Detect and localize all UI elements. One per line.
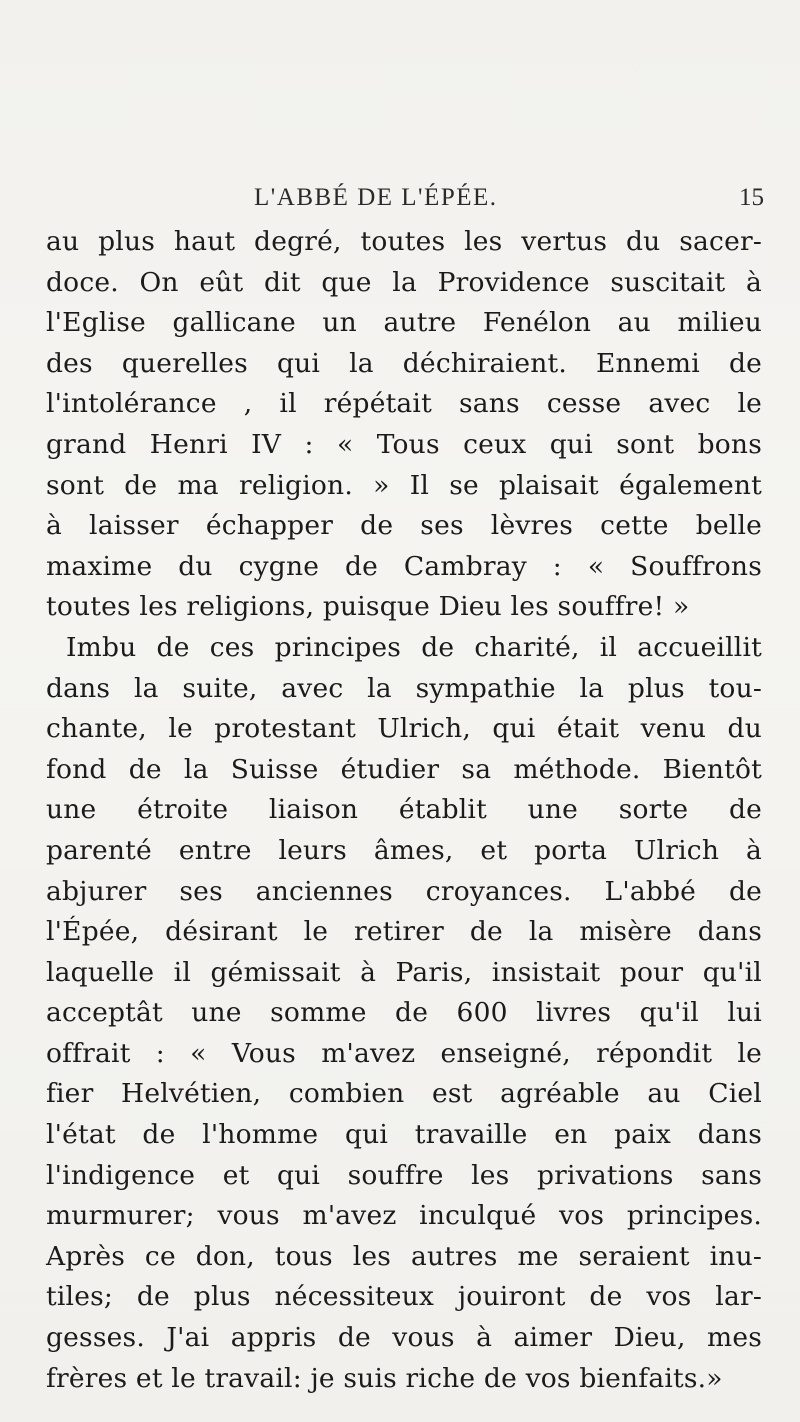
text-line: l'indigence et qui souffre les privations sans [46, 1159, 762, 1191]
text-line: chante, le protestant Ulrich, qui était venu du [46, 713, 762, 745]
running-head [0, 184, 800, 224]
text-line: maxime du cygne de Cambray : « Souffrons [46, 550, 762, 582]
text-line: fier Helvétien, combien est agréable au Ciel [46, 1078, 762, 1110]
text-line: sont de ma religion. » Il se plaisait également [46, 469, 762, 501]
text-line: fond de la Suisse étudier sa méthode. Bientôt [46, 753, 762, 785]
text-line: gesses. J'ai appris de vous à aimer Dieu, mes [46, 1322, 762, 1354]
text-line: grand Henri IV : « Tous ceux qui sont bons [46, 428, 762, 460]
text-line: à laisser échapper de ses lèvres cette belle [46, 510, 762, 542]
text-line: des querelles qui la déchiraient. Ennemi de [46, 347, 762, 379]
text-line: l'état de l'homme qui travaille en paix dans [46, 1119, 762, 1151]
text-line: offrait : « Vous m'avez enseigné, répondit le [46, 1037, 762, 1069]
text-line: toutes les religions, puisque Dieu les souffre! » [46, 591, 690, 623]
running-title: L'ABBÉ DE L'ÉPÉE. [254, 184, 498, 211]
paragraph-start-line: Imbu de ces principes de charité, il accueillit [66, 631, 762, 663]
text-line: dans la suite, avec la sympathie la plus tou- [46, 672, 762, 704]
text-line: doce. On eût dit que la Providence suscitait à [46, 266, 762, 298]
text-line: abjurer ses anciennes croyances. L'abbé de [46, 875, 762, 907]
text-line: tiles; de plus nécessiteux jouiront de vos lar- [46, 1281, 762, 1313]
text-line: Après ce don, tous les autres me seraient inu- [46, 1240, 762, 1272]
text-line: l'Épée, désirant le retirer de la misère dans [46, 916, 762, 948]
text-line: frères et le travail: je suis riche de vos bienfaits.» [46, 1362, 723, 1394]
text-line: l'intolérance , il répétait sans cesse avec le [46, 388, 762, 420]
text-line: murmurer; vous m'avez inculqué vos principes. [46, 1200, 762, 1232]
text-line: laquelle il gémissait à Paris, insistait pour qu'il [46, 956, 762, 988]
text-line: l'Eglise gallicane un autre Fenélon au milieu [46, 307, 762, 339]
text-line: parenté entre leurs âmes, et porta Ulrich à [46, 834, 762, 866]
page-number: 15 [739, 184, 764, 211]
body-text [46, 222, 762, 1399]
text-line: acceptât une somme de 600 livres qu'il lui [46, 997, 762, 1029]
text-line: au plus haut degré, toutes les vertus du sacer- [46, 226, 762, 257]
text-line: une étroite liaison établit une sorte de [46, 794, 762, 826]
